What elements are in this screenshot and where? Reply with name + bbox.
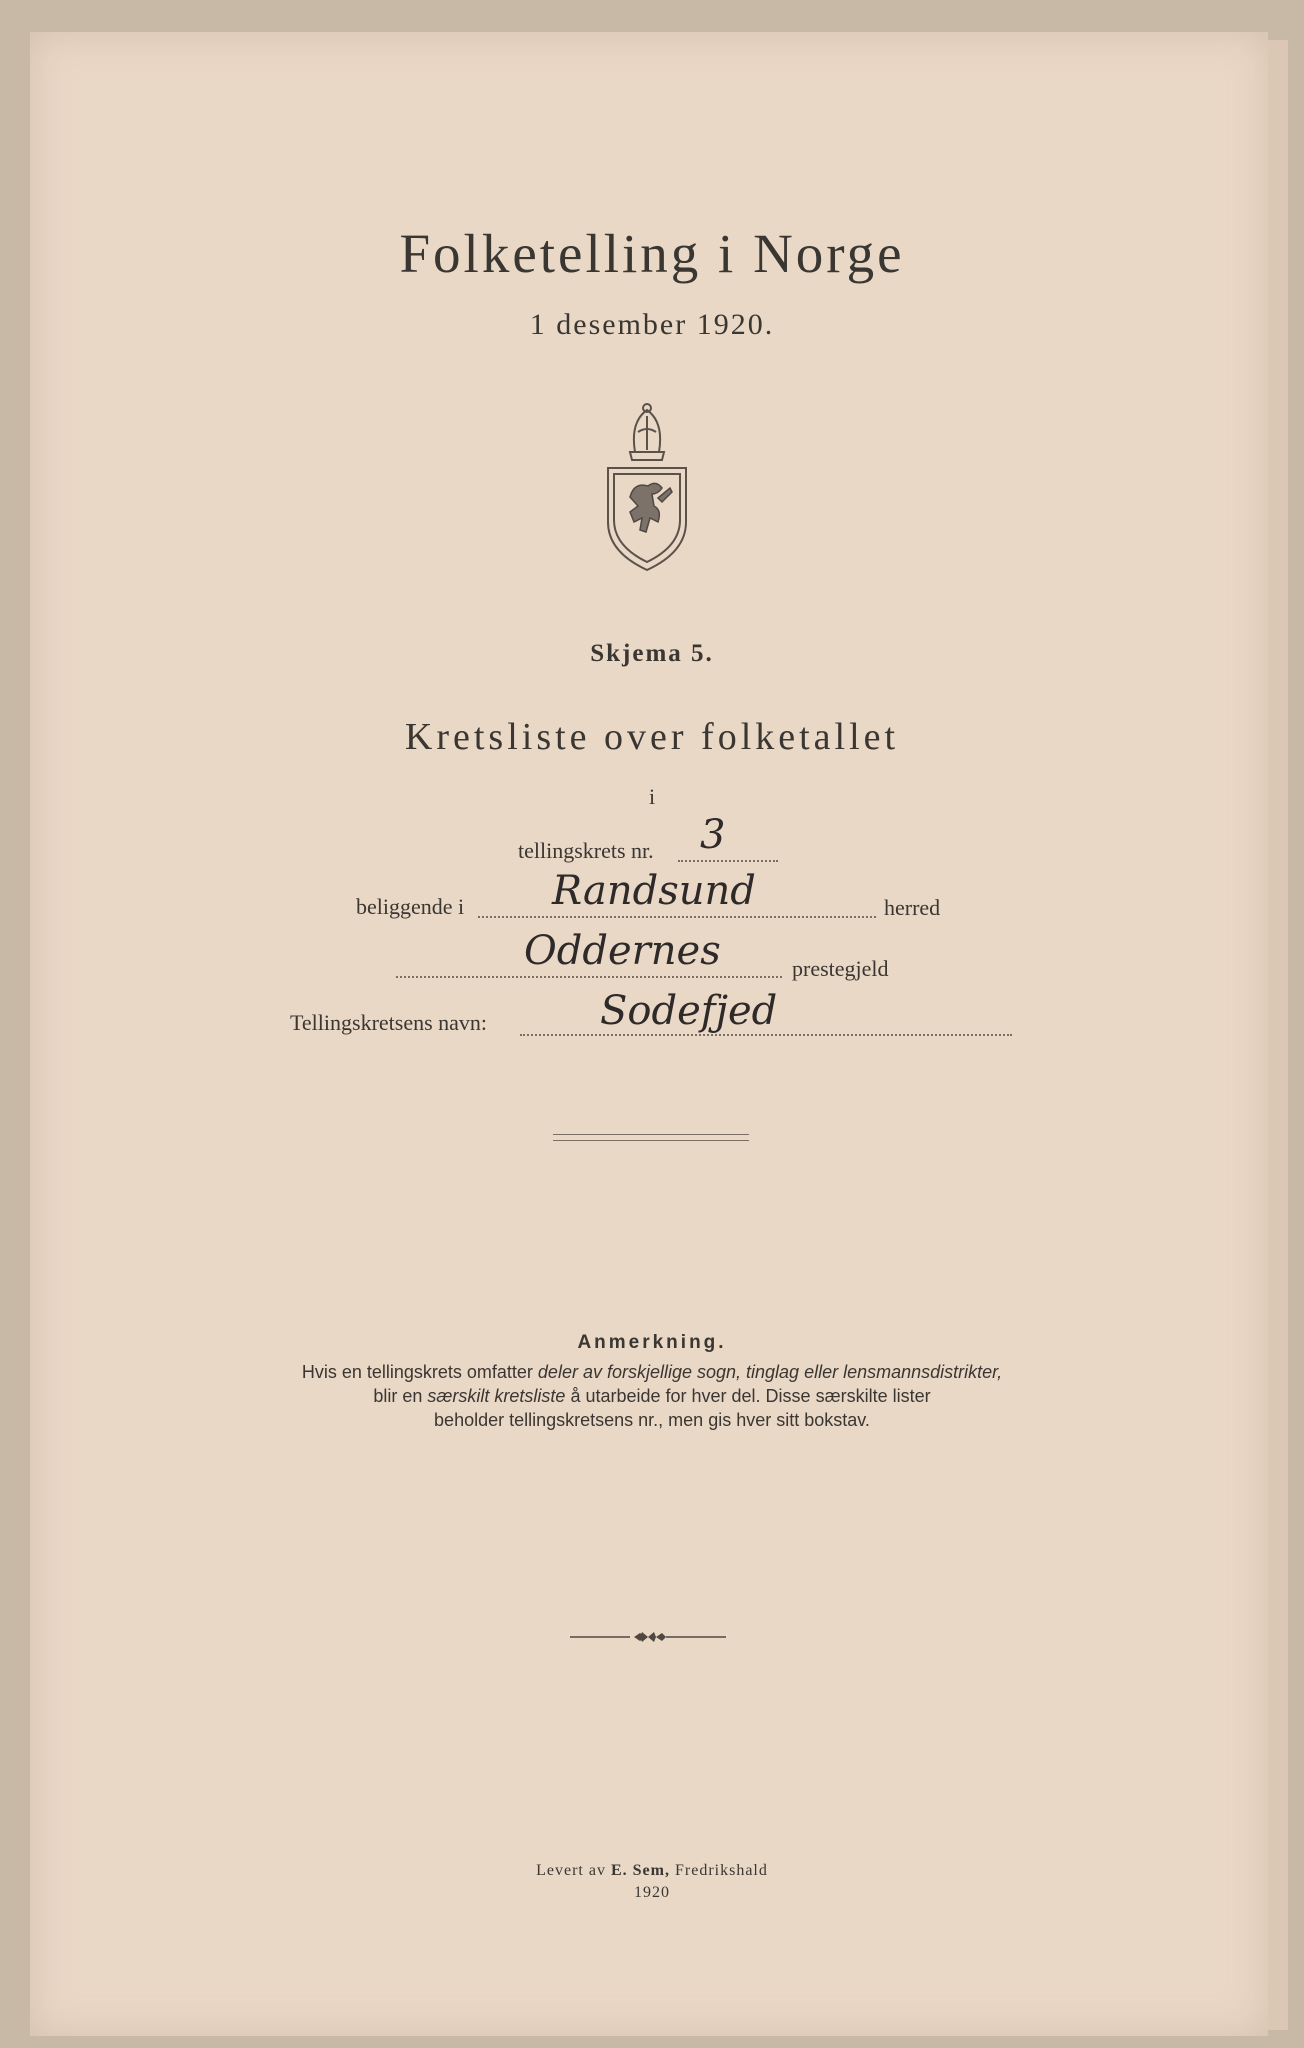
kretsnavn-line — [520, 1034, 1012, 1036]
prestegjeld-line — [396, 976, 782, 978]
printer-name: E. Sem, — [610, 1862, 670, 1879]
census-date: 1 desember 1920. — [529, 308, 775, 341]
prestegjeld-label: prestegjeld — [792, 956, 889, 981]
tellingskrets-line — [678, 860, 778, 862]
note-line-2-text-a: blir en — [373, 1386, 428, 1406]
printer-suffix: Fredrikshald — [669, 1862, 768, 1879]
kretsnavn-value: Sodefjed — [600, 988, 778, 1034]
note-line-2-italic: særskilt kretsliste — [427, 1386, 566, 1406]
note-heading: Anmerkning. — [577, 1332, 727, 1353]
beliggende-value: Randsund — [552, 868, 756, 914]
printer-year: 1920 — [634, 1884, 670, 1901]
note-line-2 — [0, 1386, 1304, 1407]
preposition-i: i — [648, 784, 656, 809]
note-line-3: beholder tellingskretsens nr., men gis hver sitt bokstav. — [434, 1410, 870, 1430]
schema-number: Skjema 5. — [590, 640, 714, 667]
prestegjeld-value: Oddernes — [524, 928, 721, 974]
note-line-1 — [0, 1362, 1304, 1383]
beliggende-line — [478, 916, 876, 918]
ornament-divider-icon — [568, 1630, 728, 1644]
document-title: Folketelling i Norge — [399, 223, 905, 284]
beliggende-label: beliggende i — [356, 894, 465, 919]
tellingskrets-value: 3 — [700, 812, 726, 858]
printer-prefix: Levert av — [536, 1862, 611, 1879]
note-line-2-text-c: å utarbeide for hver del. Disse særskilte lister — [565, 1386, 931, 1406]
form-heading: Kretsliste over folketallet — [404, 716, 900, 758]
note-line-1-text: Hvis en tellingskrets omfatter — [301, 1362, 538, 1382]
kretsnavn-label: Tellingskretsens navn: — [290, 1010, 488, 1035]
divider-rule-bottom — [553, 1140, 749, 1141]
printer-line — [0, 1862, 1304, 1880]
herred-label: herred — [884, 895, 941, 920]
note-line-1-italic: deler av forskjellige sogn, tinglag eller lensmannsdistrikter, — [537, 1362, 1003, 1382]
tellingskrets-label: tellingskrets nr. — [518, 838, 654, 863]
divider-rule-top — [553, 1134, 749, 1135]
coat-of-arms-icon — [600, 402, 694, 574]
